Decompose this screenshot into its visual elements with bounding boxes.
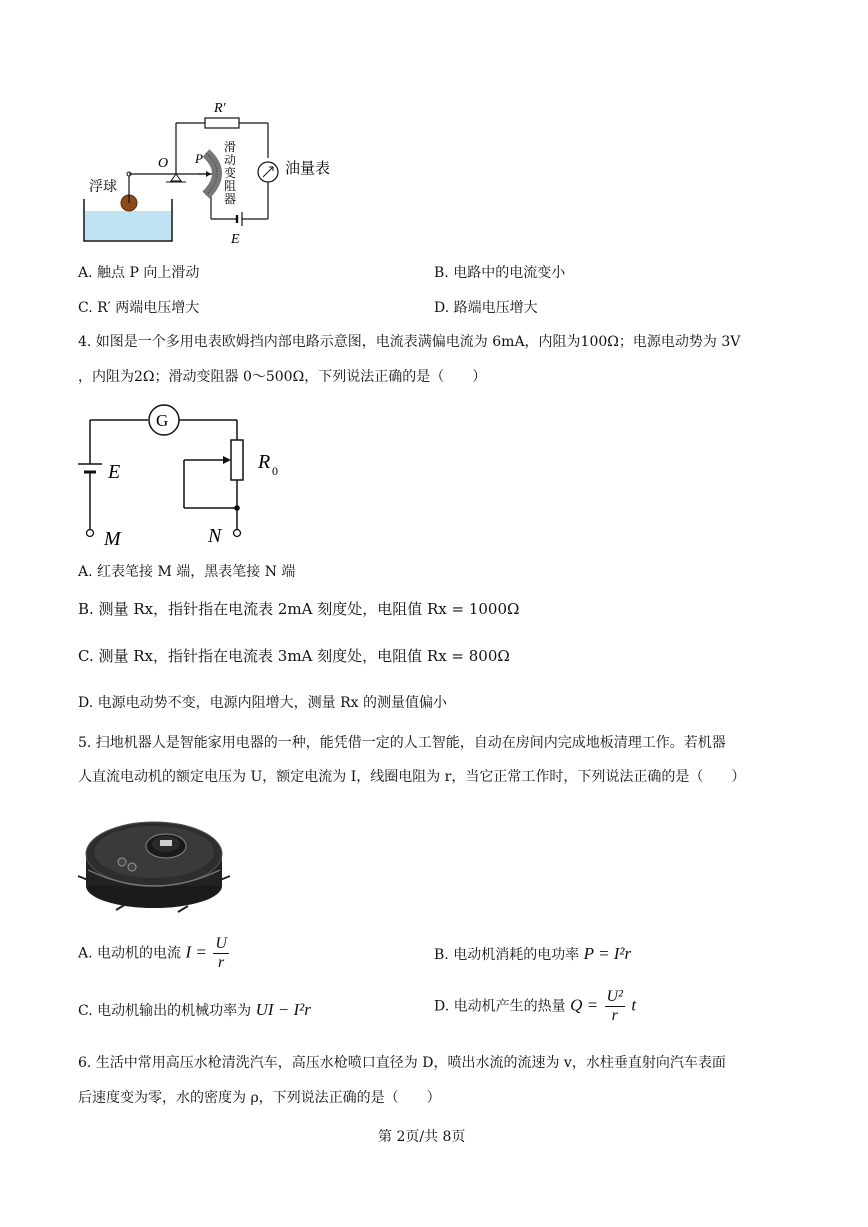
q5-option-a-fraction <box>213 935 229 972</box>
q5-stem-line-2: 人直流电动机的额定电压为 U，额定电流为 I，线圈电阻为 r，当它正常工作时，下列说法正确的是（ ） <box>78 769 746 785</box>
rheostat-r0-subscript: 0 <box>272 464 278 478</box>
q3-option-c: C. R′ 两端电压增大 <box>78 300 200 316</box>
terminal-n-label: N <box>208 525 222 547</box>
q5-stem-line-1: 5. 扫地机器人是智能家用电器的一种，能凭借一定的人工智能，自动在房间内完成地板清理工作。若机器 <box>78 735 726 751</box>
fuel-gauge-circuit-figure <box>78 95 358 255</box>
point-p-label: P <box>195 151 203 166</box>
q3-option-b: B. 电路中的电流变小 <box>434 265 566 281</box>
q5-option-c-text: C. 电动机输出的机械功率为 <box>78 1003 252 1019</box>
q5-option-a-text: A. 电动机的电流 <box>78 945 182 962</box>
q4-option-a: A. 红表笔接 M 端，黑表笔接 N 端 <box>78 564 296 580</box>
q5-option-b-formula: P = I²r <box>583 944 632 963</box>
point-o-label: O <box>158 156 169 171</box>
galvanometer-label: G <box>156 411 169 430</box>
rheostat-char-3: 变 <box>224 166 237 180</box>
q5-option-d-lhs: Q = <box>570 995 599 1015</box>
q4-stem-line-1: 4. 如图是一个多用电表欧姆挡内部电路示意图，电流表满偏电流为 6mA，内阻为100Ω；电源电动势为 3V <box>78 334 741 350</box>
q5-option-b-text: B. 电动机消耗的电功率 <box>434 947 580 963</box>
rheostat-char-5: 器 <box>224 192 237 206</box>
q6-stem-line-1: 6. 生活中常用高压水枪清洗汽车，高压水枪喷口直径为 D，喷出水流的流速为 v，水柱垂直射向汽车表面 <box>78 1055 726 1071</box>
q5-option-a-numerator: U <box>215 935 227 952</box>
q5-option-a-lhs: I = <box>185 942 207 962</box>
q5-option-d-numerator: U² <box>606 988 623 1005</box>
float-ball-label: 浮球 <box>89 180 117 195</box>
q4-option-c: C. 测量 Rx，指针指在电流表 3mA 刻度处，电阻值 Rx = 800Ω <box>78 647 510 665</box>
battery-e-label: E <box>231 232 240 247</box>
fuel-gauge-label: 油量表 <box>285 161 331 177</box>
q6-stem-line-2: 后速度变为零，水的密度为 ρ，下列说法正确的是（ ） <box>78 1090 441 1106</box>
q3-option-d: D. 路端电压增大 <box>434 300 538 316</box>
q5-option-d-fraction <box>605 988 625 1025</box>
ohmmeter-circuit-figure <box>76 400 296 552</box>
q5-option-c-formula: UI − I²r <box>255 1000 311 1019</box>
q5-option-b <box>434 944 631 964</box>
page-footer: 第 2页/共 8页 <box>378 1129 466 1145</box>
q5-option-a-denominator: r <box>217 954 225 971</box>
robot-vacuum-image <box>74 802 234 922</box>
r-prime-label: R′ <box>214 101 226 116</box>
rheostat-char-2: 动 <box>224 153 237 167</box>
rheostat-char-1: 滑 <box>224 140 237 154</box>
battery-e-label: E <box>108 461 121 483</box>
rheostat-r0-label: R <box>258 451 271 473</box>
terminal-m-label: M <box>104 528 121 550</box>
q4-stem-line-2: ，内阻为2Ω；滑动变阻器 0～500Ω，下列说法正确的是（ ） <box>78 369 487 385</box>
q5-option-c <box>78 1000 311 1020</box>
q4-option-d: D. 电源电动势不变，电源内阻增大，测量 Rx 的测量值偏小 <box>78 695 447 711</box>
q3-option-a: A. 触点 P 向上滑动 <box>78 265 200 281</box>
q5-option-d-tail: t <box>631 995 637 1015</box>
q5-option-d-denominator: r <box>611 1007 618 1024</box>
q5-option-d-text: D. 电动机产生的热量 <box>434 998 566 1015</box>
q5-option-d <box>434 988 636 1025</box>
q4-option-b: B. 测量 Rx，指针指在电流表 2mA 刻度处，电阻值 Rx = 1000Ω <box>78 600 520 618</box>
q5-option-a <box>78 935 231 972</box>
rheostat-char-4: 阻 <box>224 179 237 193</box>
